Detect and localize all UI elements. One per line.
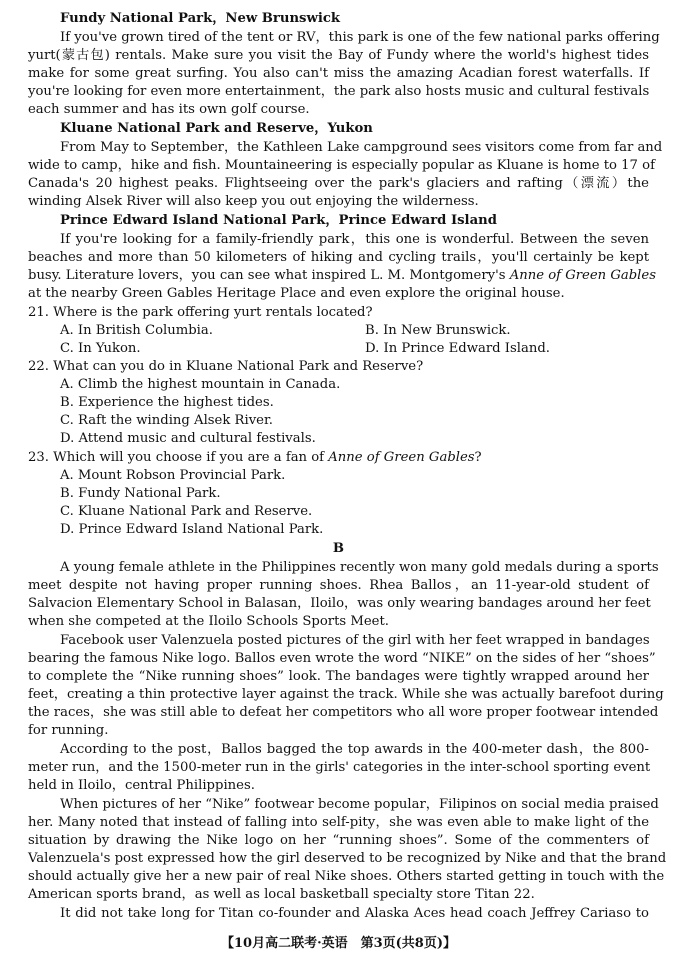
passage-b-line: for running. xyxy=(28,723,109,738)
pei-line: at the nearby Green Gables Heritage Place and even explore the original house. xyxy=(28,286,565,301)
pei-line xyxy=(28,267,656,285)
passage-b-line: According to the post，Ballos bagged the top awards in the 400-meter dash，the 800- xyxy=(60,742,649,757)
passage-b-line: situation by drawing the Nike logo on her “running shoes”. Some of the commenters of xyxy=(28,833,649,848)
passage-b-line: Facebook user Valenzuela posted pictures of the girl with her feet wrapped in bandages xyxy=(60,633,650,648)
q22-option-c[interactable]: C. Raft the winding Alsek River. xyxy=(60,413,273,428)
passage-b-line: It did not take long for Titan co-founder and Alaska Aces head coach Jeffrey Cariaso to xyxy=(60,906,649,921)
fundy-line: make for some great surfing. You also can't miss the amazing Acadian forest waterfalls. If xyxy=(28,66,649,81)
fundy-line: each summer and has its own golf course. xyxy=(28,102,310,117)
passage-b-line: American sports brand，as well as local basketball specialty store Titan 22. xyxy=(28,887,535,902)
question-21-stem: 21. Where is the park offering yurt rentals located? xyxy=(28,305,373,320)
passage-b-line: feet，creating a thin protective layer against the track. While she was actually barefoot during xyxy=(28,687,664,702)
q21-option-a[interactable]: A. In British Columbia. xyxy=(60,323,213,338)
passage-b-line: A young female athlete in the Philippines recently won many gold medals during a sports xyxy=(60,560,659,575)
kluane-line: wide to camp，hike and fish. Mountaineering is especially popular as Kluane is home to 17 of xyxy=(28,158,655,173)
fundy-line: you're looking for even more entertainment，the park also hosts music and cultural festivals xyxy=(28,84,650,99)
fundy-line: If you've grown tired of the tent or RV，this park is one of the few national parks offering xyxy=(60,30,660,45)
passage-b-label: B xyxy=(332,541,345,556)
fundy-line: yurt(蒙古包) rentals. Make sure you visit the Bay of Fundy where the world's highest tides xyxy=(28,48,649,63)
q21-option-d[interactable]: D. In Prince Edward Island. xyxy=(365,341,550,356)
q22-option-d[interactable]: D. Attend music and cultural festivals. xyxy=(60,431,316,446)
passage-b-line: meter run，and the 1500-meter run in the girls' categories in the inter-school sporting event xyxy=(28,760,651,775)
pei-line: If you're looking for a family-friendly park，this one is wonderful. Between the seven xyxy=(60,232,649,247)
kluane-heading: Kluane National Park and Reserve，Yukon xyxy=(60,121,373,136)
question-23-stem xyxy=(28,449,648,467)
kluane-line: Canada's 20 highest peaks. Flightseeing over the park's glaciers and rafting（漂流）the xyxy=(28,176,649,191)
kluane-line: winding Alsek River will also keep you out enjoying the wilderness. xyxy=(28,194,479,209)
q23-option-c[interactable]: C. Kluane National Park and Reserve. xyxy=(60,504,313,519)
passage-b-line: should actually give her a new pair of real Nike shoes. Others started getting in touch with the xyxy=(28,869,665,884)
q21-option-b[interactable]: B. In New Brunswick. xyxy=(365,323,511,338)
question-22-stem: 22. What can you do in Kluane National Park and Reserve? xyxy=(28,359,424,374)
pei-line: beaches and more than 50 kilometers of hiking and cycling trails，you'll certainly be kept xyxy=(28,250,649,265)
q23-option-a[interactable]: A. Mount Robson Provincial Park. xyxy=(60,468,286,483)
passage-b-line: her. Many noted that instead of falling into self-pity，she was even able to make light of the xyxy=(28,815,649,830)
passage-b-line: held in Iloilo，central Philippines. xyxy=(28,778,255,793)
pei-line3-text: busy. Literature lovers，you can see what inspired L. M. Montgomery's xyxy=(28,268,510,283)
book-title: Anne of Green Gables xyxy=(509,268,656,283)
q23-stem-end: ? xyxy=(474,450,482,465)
passage-b-line: when she competed at the Iloilo Schools Sports Meet. xyxy=(28,614,389,629)
q21-option-c[interactable]: C. In Yukon. xyxy=(60,341,141,356)
pei-heading: Prince Edward Island National Park，Prince Edward Island xyxy=(60,213,497,228)
passage-b-line: to complete the “Nike running shoes” look. The bandages were tightly wrapped around her xyxy=(28,669,649,684)
q23-option-b[interactable]: B. Fundy National Park. xyxy=(60,486,221,501)
q22-option-a[interactable]: A. Climb the highest mountain in Canada. xyxy=(60,377,341,392)
q23-book-title: Anne of Green Gables xyxy=(328,450,475,465)
passage-b-line: the races，she was still able to defeat her competitors who all wore proper footwear intended xyxy=(28,705,659,720)
fundy-heading: Fundy National Park，New Brunswick xyxy=(60,11,341,26)
passage-b-line: When pictures of her “Nike” footwear become popular，Filipinos on social media praised xyxy=(60,797,659,812)
q23-stem-text: 23. Which will you choose if you are a fan of xyxy=(28,450,329,465)
passage-b-line: meet despite not having proper running shoes. Rhea Ballos，an 11-year-old student of xyxy=(28,578,649,593)
q22-option-b[interactable]: B. Experience the highest tides. xyxy=(60,395,274,410)
passage-b-line: Valenzuela's post expressed how the girl deserved to be recognized by Nike and that the brand xyxy=(28,851,667,866)
passage-b-line: Salvacion Elementary School in Balasan，Iloilo，was only wearing bandages around her feet xyxy=(28,596,651,611)
passage-b-line: bearing the famous Nike logo. Ballos even wrote the word “NIKE” on the sides of her “shoes” xyxy=(28,651,656,666)
page-footer: 【10月高二联考·英语 第3页(共8页)】 xyxy=(220,936,456,951)
kluane-line: From May to September，the Kathleen Lake campground sees visitors come from far and xyxy=(60,140,663,155)
q23-option-d[interactable]: D. Prince Edward Island National Park. xyxy=(60,522,324,537)
